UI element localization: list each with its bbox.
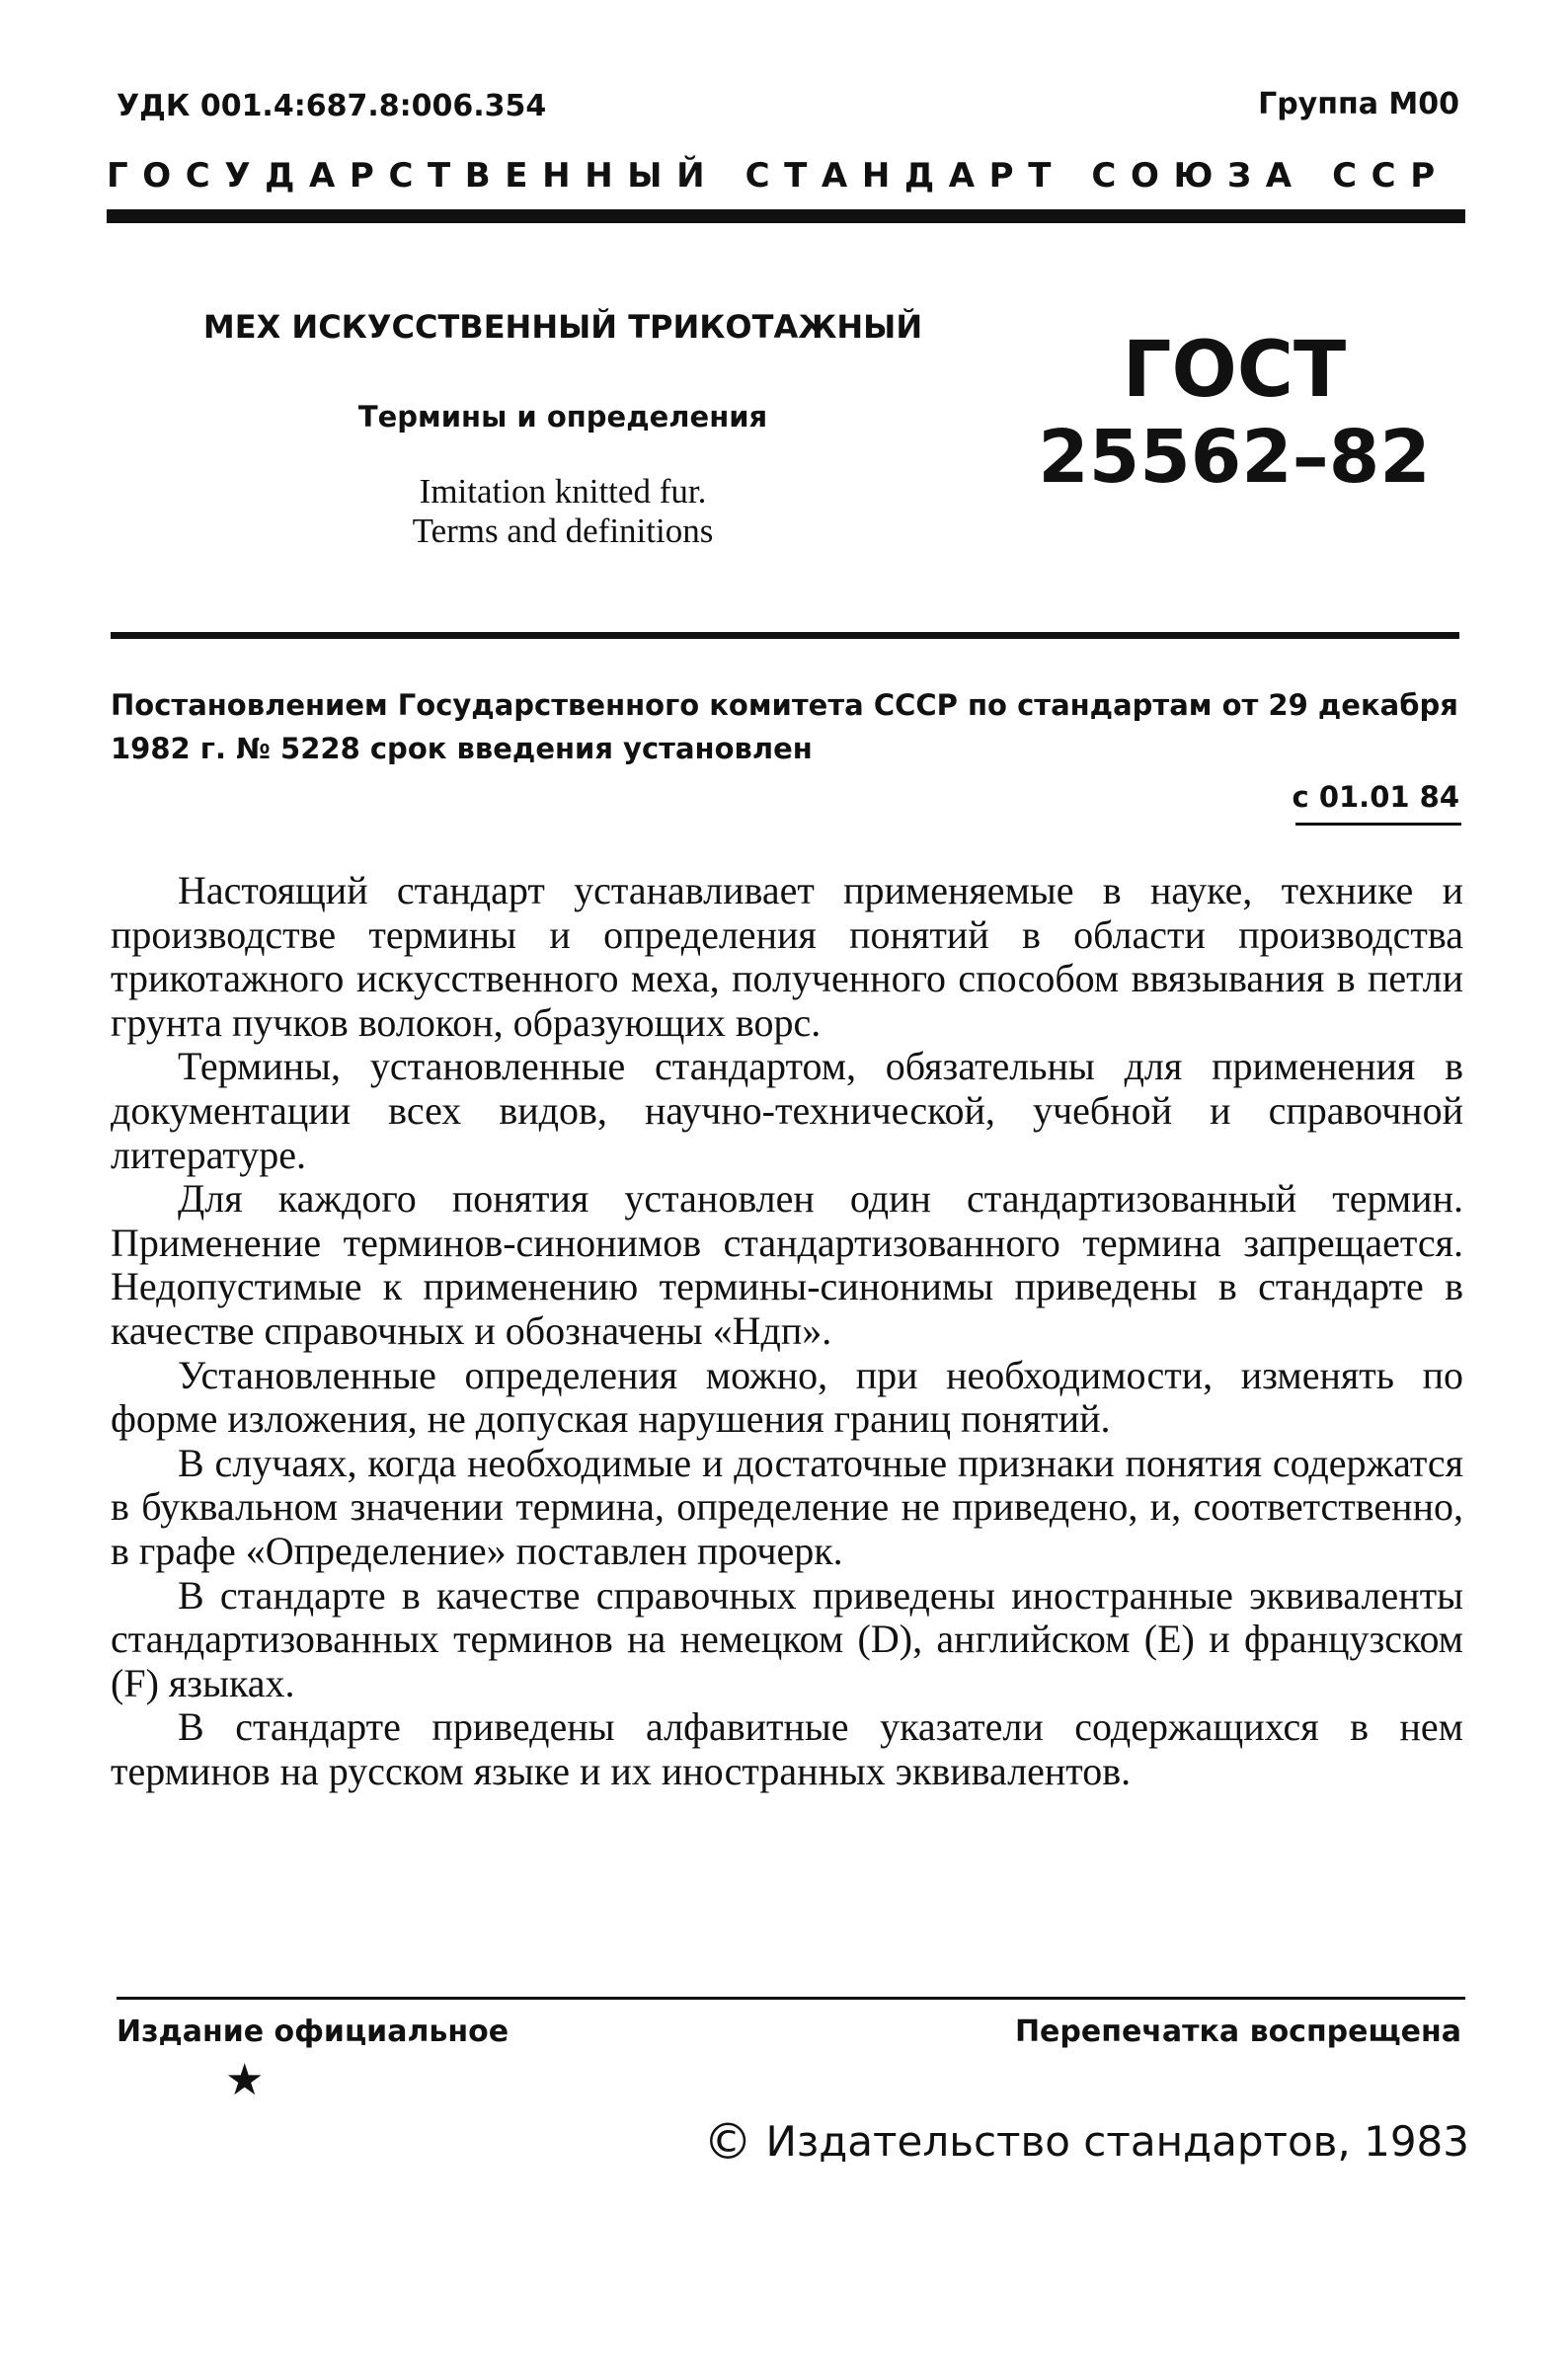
gost-label: ГОСТ xyxy=(1122,326,1347,415)
footer-divider xyxy=(117,1997,1465,2000)
effective-date-underline xyxy=(1295,823,1461,826)
paragraph: Термины, установленные стандартом, обязательны для применения в документации всех видов, научно-технической, учебной и справочной литературе. xyxy=(111,1044,1463,1177)
state-standard-heading: ГОСУДАРСТВЕННЫЙ СТАНДАРТ СОЮЗА ССР xyxy=(107,156,1450,196)
paragraph: В стандарте в качестве справочных приведены иностранные эквиваленты стандартизованных терминов на немецком (D), английском (E) и французском (F) языках. xyxy=(111,1572,1463,1705)
english-title-line2: Terms and definitions xyxy=(412,512,714,550)
copyright-icon: © xyxy=(703,2113,753,2171)
paragraph: В случаях, когда необходимые и достаточные признаки понятия содержатся в буквальном значении термина, определение не приведено, и, соответственно, в графе «Определение» поставлен прочерк. xyxy=(111,1440,1463,1573)
udk-code: УДК 001.4:687.8:006.354 xyxy=(117,89,547,123)
star-icon: ★ xyxy=(225,2056,265,2104)
paragraph: Установленные определения можно, при необходимости, изменять по форме изложения, не допуская нарушения границ понятий. xyxy=(111,1352,1463,1442)
paragraph: Для каждого понятия установлен один стандартизованный термин. Применение терминов-синонимов стандартизованного термина запрещается. Недопустимые к применению термины-синонимы приведены в стандарте в качестве справочных и обозначены «Ндп». xyxy=(111,1176,1463,1353)
english-title-line1: Imitation knitted fur. xyxy=(419,472,707,511)
publisher-line xyxy=(703,2113,1469,2171)
reprint-notice: Перепечатка воспрещена xyxy=(1014,2014,1461,2049)
edition-label: Издание официальное xyxy=(117,2014,510,2049)
paragraph: Настоящий стандарт устанавливает применяемые в науке, технике и производстве термины и определения понятий в области производства трикотажного искусственного меха, полученного способом ввязывания в петли грунта пучков волокон, образующих ворс. xyxy=(111,868,1463,1045)
effective-date: с 01.01 84 xyxy=(1292,780,1459,814)
publisher-text: Издательство стандартов, 1983 xyxy=(765,2117,1469,2166)
paragraph: В стандарте приведены алфавитные указатели содержащихся в нем терминов на русском языке и их иностранных эквивалентов. xyxy=(111,1704,1463,1793)
title-divider xyxy=(111,632,1459,639)
document-subtitle: Термины и определения xyxy=(357,400,768,434)
decree-text: Постановлением Государственного комитета СССР по стандартам от 29 декабря 1982 г. № 5228 срок введения установлен xyxy=(111,688,1458,765)
top-divider xyxy=(107,209,1465,223)
english-title xyxy=(188,472,938,551)
document-title: МЕХ ИСКУССТВЕННЫЙ ТРИКОТАЖНЫЙ xyxy=(202,308,923,346)
body-text xyxy=(111,869,1463,1793)
group-code: Группа М00 xyxy=(1258,87,1459,121)
gost-number: 25562–82 xyxy=(1038,415,1431,500)
